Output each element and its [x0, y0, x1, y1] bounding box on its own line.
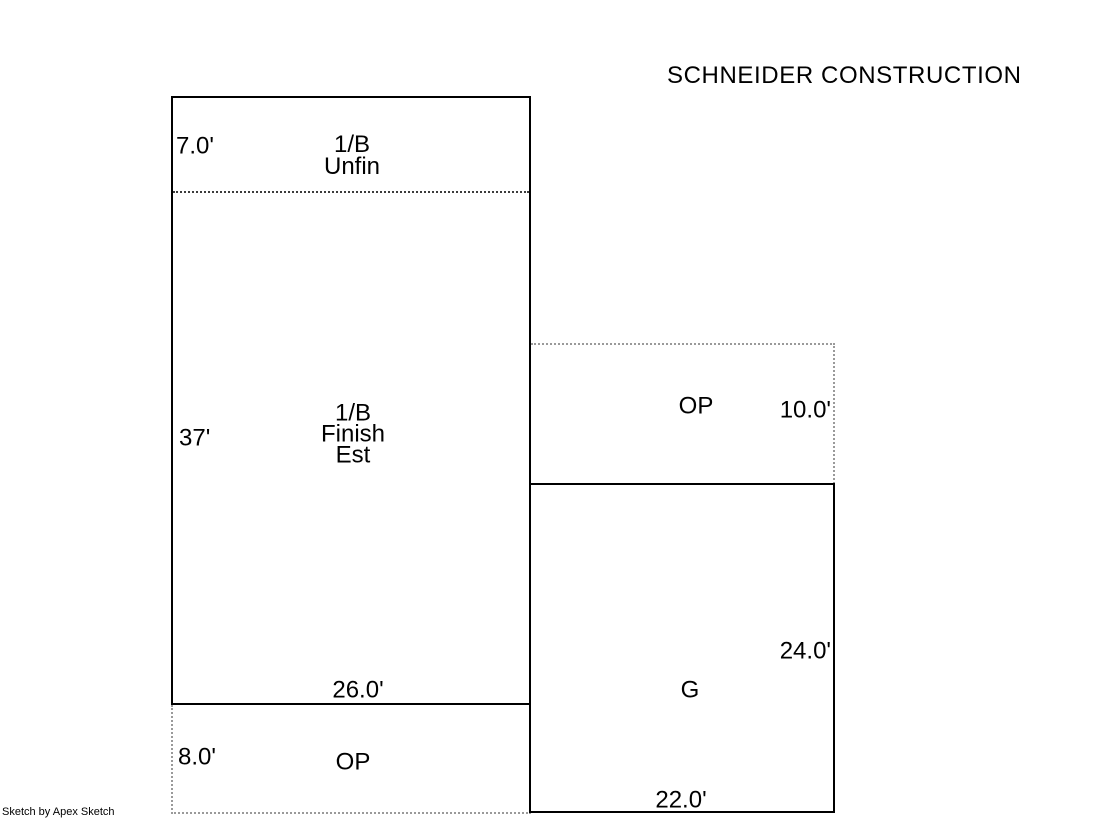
- basement-unfin-side-dimension: 7.0': [176, 132, 214, 160]
- basement-finish-label-line3: Est: [335, 441, 371, 469]
- basement-unfin-divider-dotted-line: [173, 191, 529, 193]
- basement-finish-label-line2: Finish: [320, 420, 386, 448]
- basement-unfin-label: [323, 131, 381, 180]
- basement-finish-label-line1: 1/B: [334, 399, 372, 427]
- porch-lower-label: OP: [335, 748, 371, 776]
- porch-right-label: OP: [678, 392, 714, 420]
- basement-finish-side-dimension: 37': [179, 424, 211, 452]
- page-title: SCHNEIDER CONSTRUCTION: [667, 62, 1022, 89]
- garage-bottom-dimension: 22.0': [655, 786, 707, 814]
- porch-lower-side-dimension: 8.0': [178, 743, 216, 771]
- basement-unfin-label-line1: 1/B: [333, 131, 371, 158]
- basement-finish-label: [320, 399, 386, 469]
- garage-label: G: [680, 676, 700, 704]
- garage-side-dimension: 24.0': [779, 637, 831, 665]
- apex-sketch-credit: Sketch by Apex Sketch: [2, 806, 115, 818]
- basement-finish-bottom-dimension: 26.0': [332, 676, 384, 704]
- porch-right-side-dimension: 10.0': [779, 396, 831, 424]
- basement-unfin-label-line2: Unfin: [323, 153, 381, 180]
